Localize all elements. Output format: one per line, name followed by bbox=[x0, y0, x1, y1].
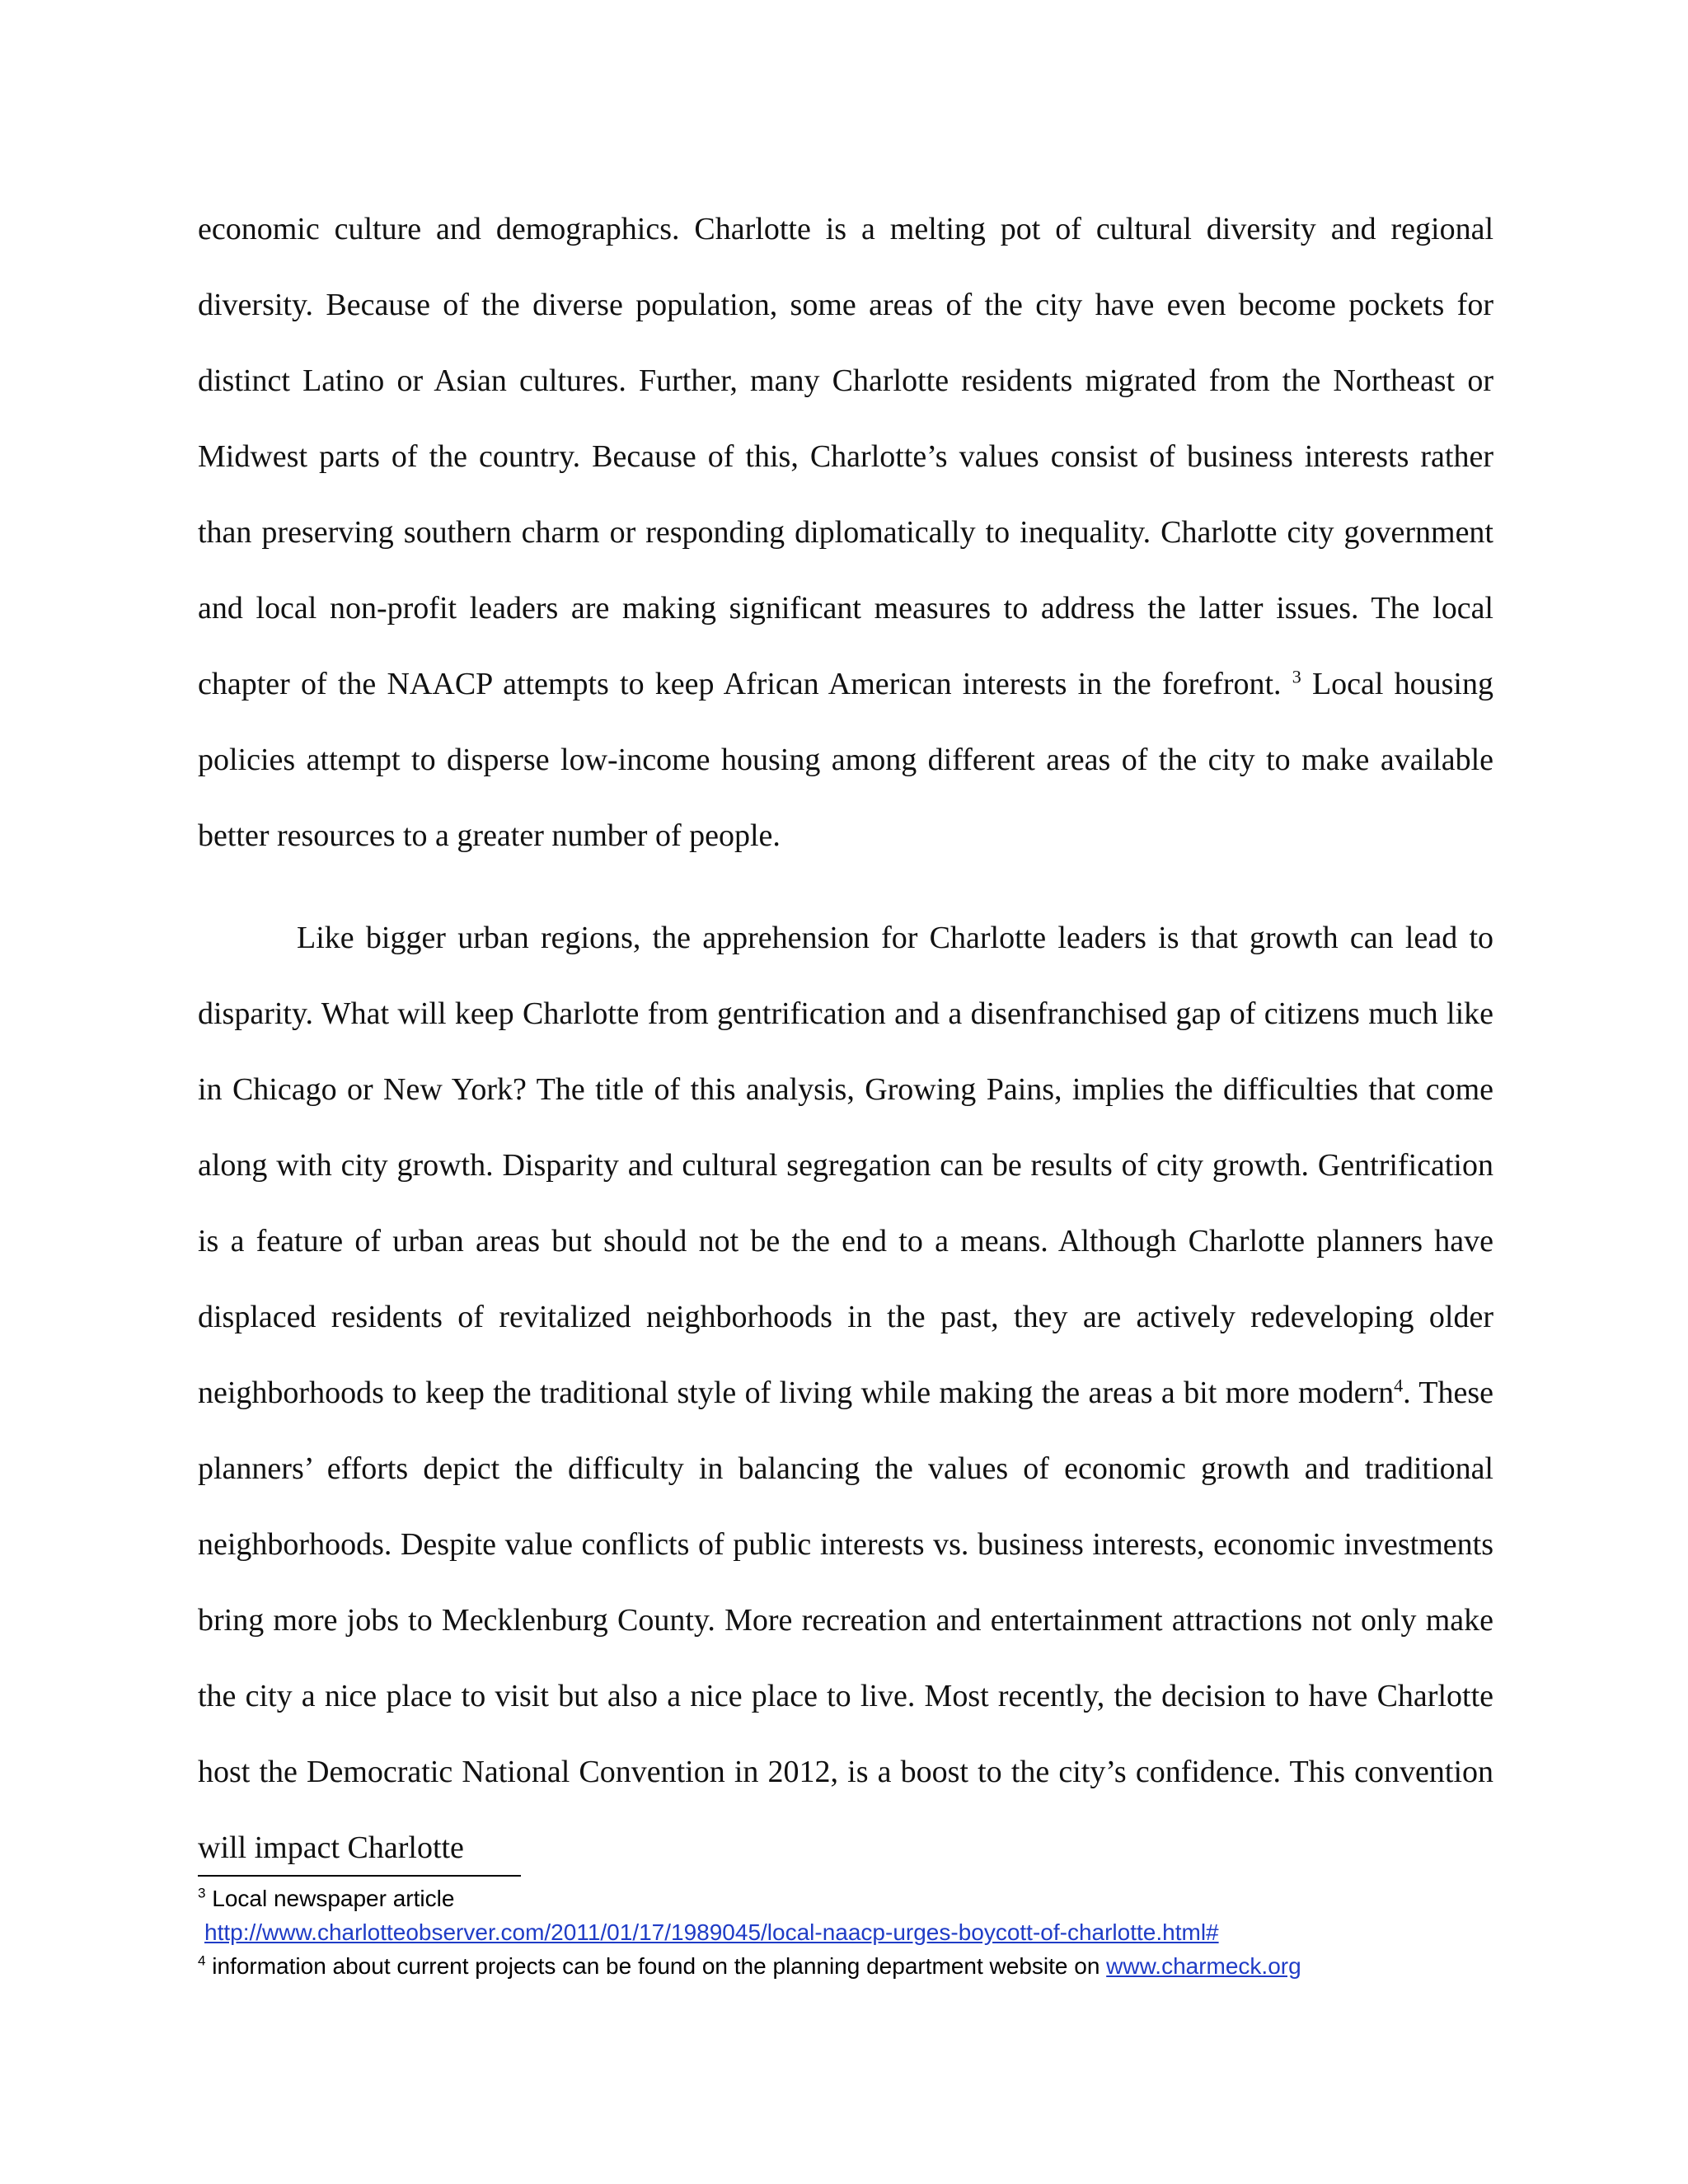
paragraph-1-text-b: Local housing policies attempt to disperse low-income housing among different areas of the city to make available better resources to a greater number of people. bbox=[198, 667, 1493, 853]
footnote-4-text: information about current projects can be found on the planning department website on bbox=[212, 1953, 1100, 1979]
paragraph-2-text-a: Like bigger urban regions, the apprehension for Charlotte leaders is that growth can lead to disparity. What will keep Charlotte from gentrification and a disenfranchised gap of citizens much like in Chicago or New York? The title of this analysis, Growing Pains, implies the difficulties that come along with city growth. Disparity and cultural segregation can be results of city growth. Gentrification is a feature of urban areas but should not be the end to a means. Although Charlotte planners have displaced residents of revitalized neighborhoods in the past, they are actively redeveloping older neighborhoods to keep the traditional style of living while making the areas a bit more modern bbox=[198, 921, 1493, 1410]
footnote-4 bbox=[198, 1949, 1517, 1983]
paragraph-2-text-b: . These planners’ efforts depict the difficulty in balancing the values of economic growth and traditional neighborhoods. Despite value conflicts of public interests vs. business interests, economic investments bring more jobs to Mecklenburg County. More recreation and entertainment attractions not only make the city a nice place to visit but also a nice place to live. Most recently, the decision to have Charlotte host the Democratic National Convention in 2012, is a boost to the city’s confidence. This convention will impact Charlotte bbox=[198, 1376, 1494, 1865]
footnote-3-link[interactable]: http://www.charlotteobserver.com/2011/01/17/1989045/local-naacp-urges-boycott-of-charlotte.html# bbox=[204, 1919, 1219, 1945]
footnotes bbox=[198, 1882, 1517, 1983]
footnote-ref-4: 4 bbox=[1394, 1375, 1404, 1396]
paragraph-1 bbox=[198, 191, 1493, 874]
footnote-3-number: 3 bbox=[198, 1885, 206, 1901]
footnote-3-text: Local newspaper article bbox=[212, 1886, 455, 1911]
paragraph-2 bbox=[198, 900, 1493, 1886]
footnote-3-url-line bbox=[198, 1915, 1517, 1949]
body-text bbox=[198, 191, 1493, 1886]
footnote-separator bbox=[198, 1875, 521, 1877]
footnote-ref-3: 3 bbox=[1292, 666, 1301, 687]
footnote-3 bbox=[198, 1882, 1517, 1915]
footnote-4-number: 4 bbox=[198, 1952, 206, 1969]
paragraph-1-text-a: economic culture and demographics. Charlotte is a melting pot of cultural diversity and regional diversity. Because of the diverse population, some areas of the city have even become pockets for distinct Latino or Asian cultures. Further, many Charlotte residents migrated from the Northeast or Midwest parts of the country. Because of this, Charlotte’s values consist of business interests rather than preserving southern charm or responding diplomatically to inequality. Charlotte city government and local non-profit leaders are making significant measures to address the latter issues. The local chapter of the NAACP attempts to keep African American interests in the forefront. bbox=[198, 212, 1493, 701]
footnote-4-link[interactable]: www.charmeck.org bbox=[1106, 1953, 1301, 1979]
